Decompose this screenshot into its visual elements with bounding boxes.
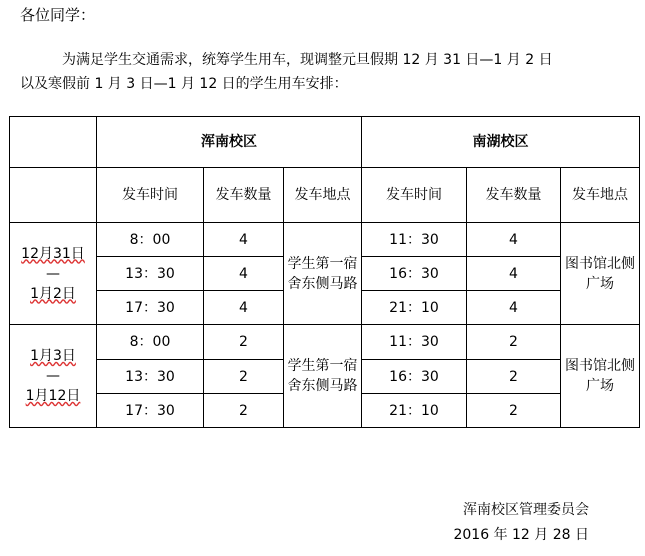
campus-hunnan-header: 浑南校区 xyxy=(97,117,362,168)
date-range-cell xyxy=(10,325,97,428)
date-range-start: 1月3日 xyxy=(30,348,76,364)
campus-nanhu-header: 南湖校区 xyxy=(362,117,640,168)
signature-date: 2016 年 12 月 28 日 xyxy=(453,527,589,543)
date-range-dash: — xyxy=(46,368,60,384)
nanhu-time-cell: 11：30 xyxy=(362,223,467,257)
nanhu-time-cell: 16：30 xyxy=(362,257,467,291)
intro-line-1: 为满足学生交通需求，统筹学生用车，现调整元旦假期 12 月 31 日—1 月 2 日 xyxy=(62,52,553,68)
hunnan-place-header: 发车地点 xyxy=(284,168,362,223)
hunnan-count-cell: 2 xyxy=(204,360,284,394)
nanhu-place-cell: 图书馆北侧广场 xyxy=(561,223,640,325)
nanhu-time-cell: 21：10 xyxy=(362,291,467,325)
nanhu-count-header: 发车数量 xyxy=(467,168,561,223)
intro-line-2: 以及寒假前 1 月 3 日—1 月 12 日的学生用车安排： xyxy=(20,76,348,92)
hunnan-time-header: 发车时间 xyxy=(97,168,204,223)
intro-paragraph xyxy=(20,48,620,96)
hunnan-count-cell: 4 xyxy=(204,257,284,291)
table-row xyxy=(10,325,640,360)
hunnan-time-cell: 8：00 xyxy=(97,325,204,360)
hunnan-count-header: 发车数量 xyxy=(204,168,284,223)
nanhu-count-cell: 2 xyxy=(467,325,561,360)
table-row xyxy=(10,223,640,257)
hunnan-count-cell: 2 xyxy=(204,325,284,360)
date-header-cell xyxy=(10,168,97,223)
date-range-cell xyxy=(10,223,97,325)
nanhu-place-header: 发车地点 xyxy=(561,168,640,223)
nanhu-place-cell: 图书馆北侧广场 xyxy=(561,325,640,428)
hunnan-count-cell: 2 xyxy=(204,394,284,428)
date-range-end: 1月2日 xyxy=(30,285,76,302)
date-range-start: 12月31日 xyxy=(21,245,85,262)
hunnan-place-cell: 学生第一宿舍东侧马路 xyxy=(284,223,362,325)
nanhu-time-header: 发车时间 xyxy=(362,168,467,223)
hunnan-time-cell: 8：00 xyxy=(97,223,204,257)
hunnan-place-cell: 学生第一宿舍东侧马路 xyxy=(284,325,362,428)
hunnan-time-cell: 13：30 xyxy=(97,257,204,291)
nanhu-count-cell: 4 xyxy=(467,223,561,257)
corner-cell xyxy=(10,117,97,168)
hunnan-time-cell: 13：30 xyxy=(97,360,204,394)
campus-header-row xyxy=(10,117,640,168)
hunnan-count-cell: 4 xyxy=(204,291,284,325)
nanhu-count-cell: 4 xyxy=(467,257,561,291)
greeting: 各位同学： xyxy=(20,6,96,24)
nanhu-count-cell: 2 xyxy=(467,394,561,428)
hunnan-time-cell: 17：30 xyxy=(97,394,204,428)
hunnan-count-cell: 4 xyxy=(204,223,284,257)
date-range-end: 1月12日 xyxy=(25,388,81,404)
nanhu-time-cell: 21：10 xyxy=(362,394,467,428)
hunnan-time-cell: 17：30 xyxy=(97,291,204,325)
bus-schedule-table xyxy=(9,116,640,428)
column-header-row xyxy=(10,168,640,223)
date-range-dash: — xyxy=(46,265,60,282)
nanhu-count-cell: 4 xyxy=(467,291,561,325)
nanhu-time-cell: 11：30 xyxy=(362,325,467,360)
nanhu-count-cell: 2 xyxy=(467,360,561,394)
nanhu-time-cell: 16：30 xyxy=(362,360,467,394)
signature-organization: 浑南校区管理委员会 xyxy=(463,502,589,518)
